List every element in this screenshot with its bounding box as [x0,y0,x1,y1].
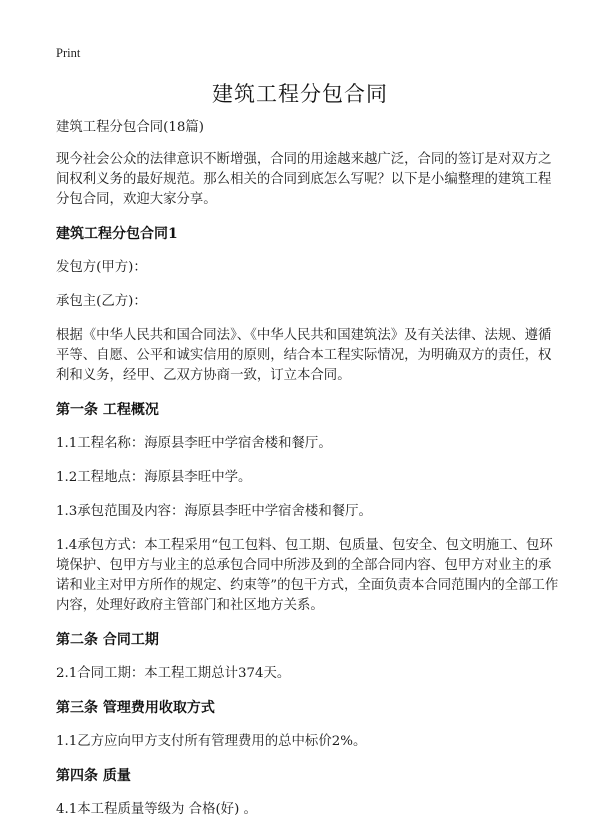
document-title: 建筑工程分包合同 [212,82,388,106]
article-3-heading: 第三条 管理费用收取方式 [56,700,215,716]
article-1-3: 1.3承包范围及内容：海原县李旺中学宿舍楼和餐厅。 [56,504,372,519]
basis-paragraph: 根据《中华人民共和国合同法》、《中华人民共和国建筑法》及有关法律、法规、遵循平等、自愿、公平和诚实信用的原则，结合本工程实际情况，为明确双方的责任，权利和义务，经甲、乙双方协商一致，订立本合同。 [56,328,552,383]
document-body [56,118,560,834]
document-subtitle: 建筑工程分包合同(18篇) [56,120,205,135]
article-3-1: 1.1乙方应向甲方支付所有管理费用的总中标价2%。 [56,734,367,749]
party-b-line: 承包主(乙方)： [56,294,147,309]
contract-heading: 建筑工程分包合同1 [56,226,178,242]
intro-paragraph: 现今社会公众的法律意识不断增强，合同的用途越来越广泛，合同的签订是对双方之间权利义务的最好规范。那么相关的合同到底怎么写呢？以下是小编整理的建筑工程分包合同，欢迎大家分享。 [56,152,552,207]
article-2-heading: 第二条 合同工期 [56,632,159,648]
article-1-4: 1.4承包方式：本工程采用“包工包料、包工期、包质量、包安全、包文明施工、包环境保护、包甲方与业主的总承包合同中所涉及到的全部合同内容、包甲方对业主的承诺和业主对甲方所作的规定、约束等”的包干方式，全面负责本合同范围内的全部工作内容，处理好政府主管部门和社区地方关系。 [56,538,559,613]
print-link[interactable]: Print [56,46,81,60]
party-a-line: 发包方(甲方)： [56,260,147,275]
article-1-heading: 第一条 工程概况 [56,402,159,418]
article-4-heading: 第四条 质量 [56,768,131,784]
article-1-1: 1.1工程名称：海原县李旺中学宿舍楼和餐厅。 [56,436,332,451]
article-4-1: 4.1本工程质量等级为 合格(好) 。 [56,802,257,817]
article-1-2: 1.2工程地点：海原县李旺中学。 [56,470,252,485]
article-2-1: 2.1合同工期：本工程工期总计374天。 [56,666,291,681]
